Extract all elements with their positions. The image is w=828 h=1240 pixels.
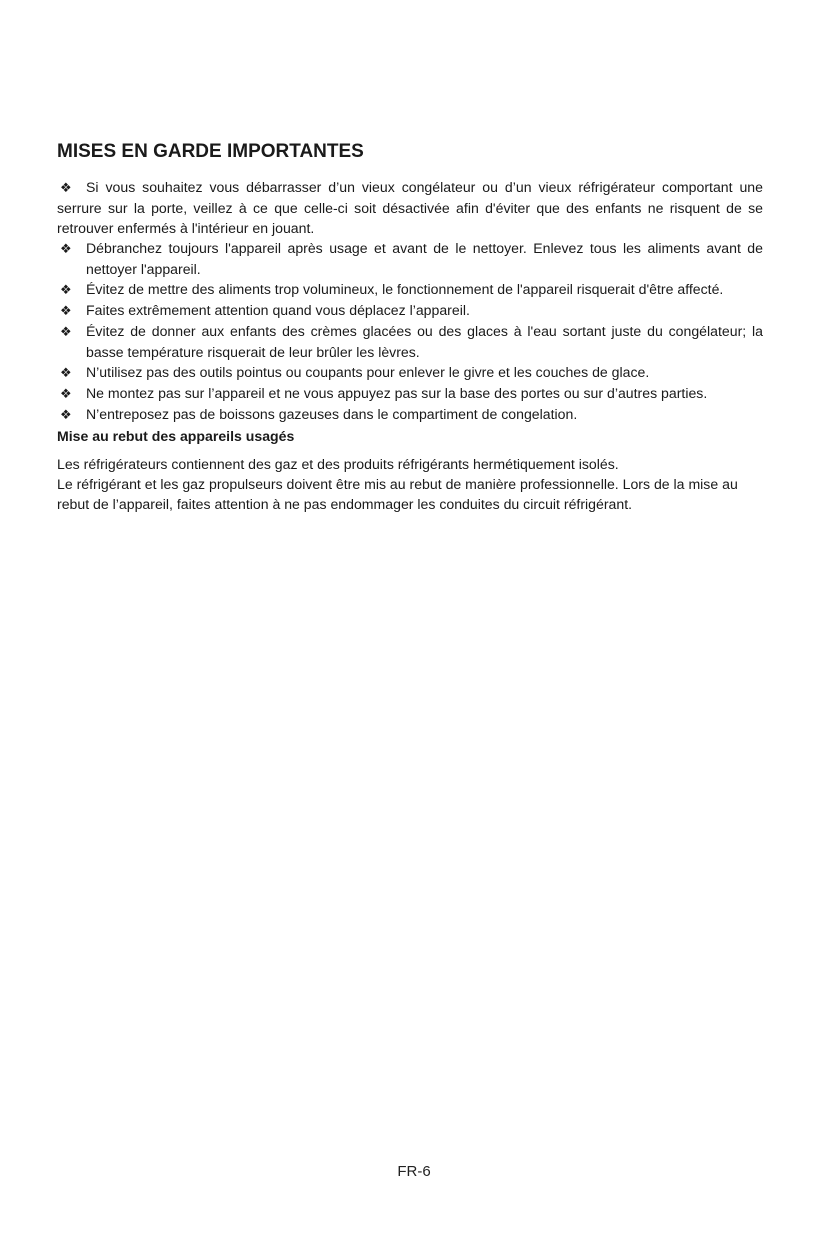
page-number: FR-6 <box>397 1163 431 1180</box>
diamond-bullet-icon: ❖ <box>60 365 72 380</box>
warning-text: N’utilisez pas des outils pointus ou coupants pour enlever le givre et les couches de glace. <box>86 364 650 380</box>
warning-text: Évitez de donner aux enfants des crèmes glacées ou des glaces à l'eau sortant juste du congélateur; la basse température risquerait de leur brûler les lèvres. <box>86 323 763 360</box>
warning-item <box>57 238 763 279</box>
warning-item <box>57 321 763 362</box>
warning-item <box>57 177 763 238</box>
diamond-bullet-icon: ❖ <box>60 180 72 195</box>
diamond-bullet-icon: ❖ <box>60 407 72 422</box>
warning-item <box>57 362 763 383</box>
warning-text: Si vous souhaitez vous débarrasser d’un vieux congélateur ou d’un vieux réfrigérateur comportant une serrure sur la porte, veillez à ce que celle-ci soit désactivée afin d'éviter que des enfants ne risquent de se retrouver enfermés à l'intérieur en jouant. <box>57 179 763 236</box>
warning-item <box>57 404 763 425</box>
diamond-bullet-icon: ❖ <box>60 324 72 339</box>
warning-item <box>57 383 763 404</box>
disposal-heading: Mise au rebut des appareils usagés <box>57 428 295 444</box>
disposal-paragraph: Les réfrigérateurs contiennent des gaz et des produits réfrigérants hermétiquement isolés. <box>57 456 619 472</box>
warning-text: Débranchez toujours l'appareil après usage et avant de le nettoyer. Enlevez tous les aliments avant de nettoyer l'appareil. <box>86 240 763 277</box>
page-title: MISES EN GARDE IMPORTANTES <box>57 141 364 162</box>
warning-item <box>57 300 763 321</box>
document-page <box>57 140 763 514</box>
warning-text: Faites extrêmement attention quand vous déplacez l’appareil. <box>86 302 470 318</box>
disposal-section <box>57 454 763 514</box>
warning-text: Ne montez pas sur l’appareil et ne vous appuyez pas sur la base des portes ou sur d’autres parties. <box>86 385 708 401</box>
diamond-bullet-icon: ❖ <box>60 282 72 297</box>
diamond-bullet-icon: ❖ <box>60 241 72 256</box>
diamond-bullet-icon: ❖ <box>60 303 72 318</box>
diamond-bullet-icon: ❖ <box>60 386 72 401</box>
warning-text: Évitez de mettre des aliments trop volumineux, le fonctionnement de l'appareil risquerait d'être affecté. <box>86 281 724 297</box>
disposal-paragraph: Le réfrigérant et les gaz propulseurs doivent être mis au rebut de manière professionnelle. Lors de la mise au rebut de l’appareil, faites attention à ne pas endommager les conduites du circuit réfrigérant. <box>57 476 738 512</box>
warning-text: N’entreposez pas de boissons gazeuses dans le compartiment de congelation. <box>86 406 578 422</box>
warnings-list <box>57 177 763 425</box>
warning-item <box>57 279 763 300</box>
